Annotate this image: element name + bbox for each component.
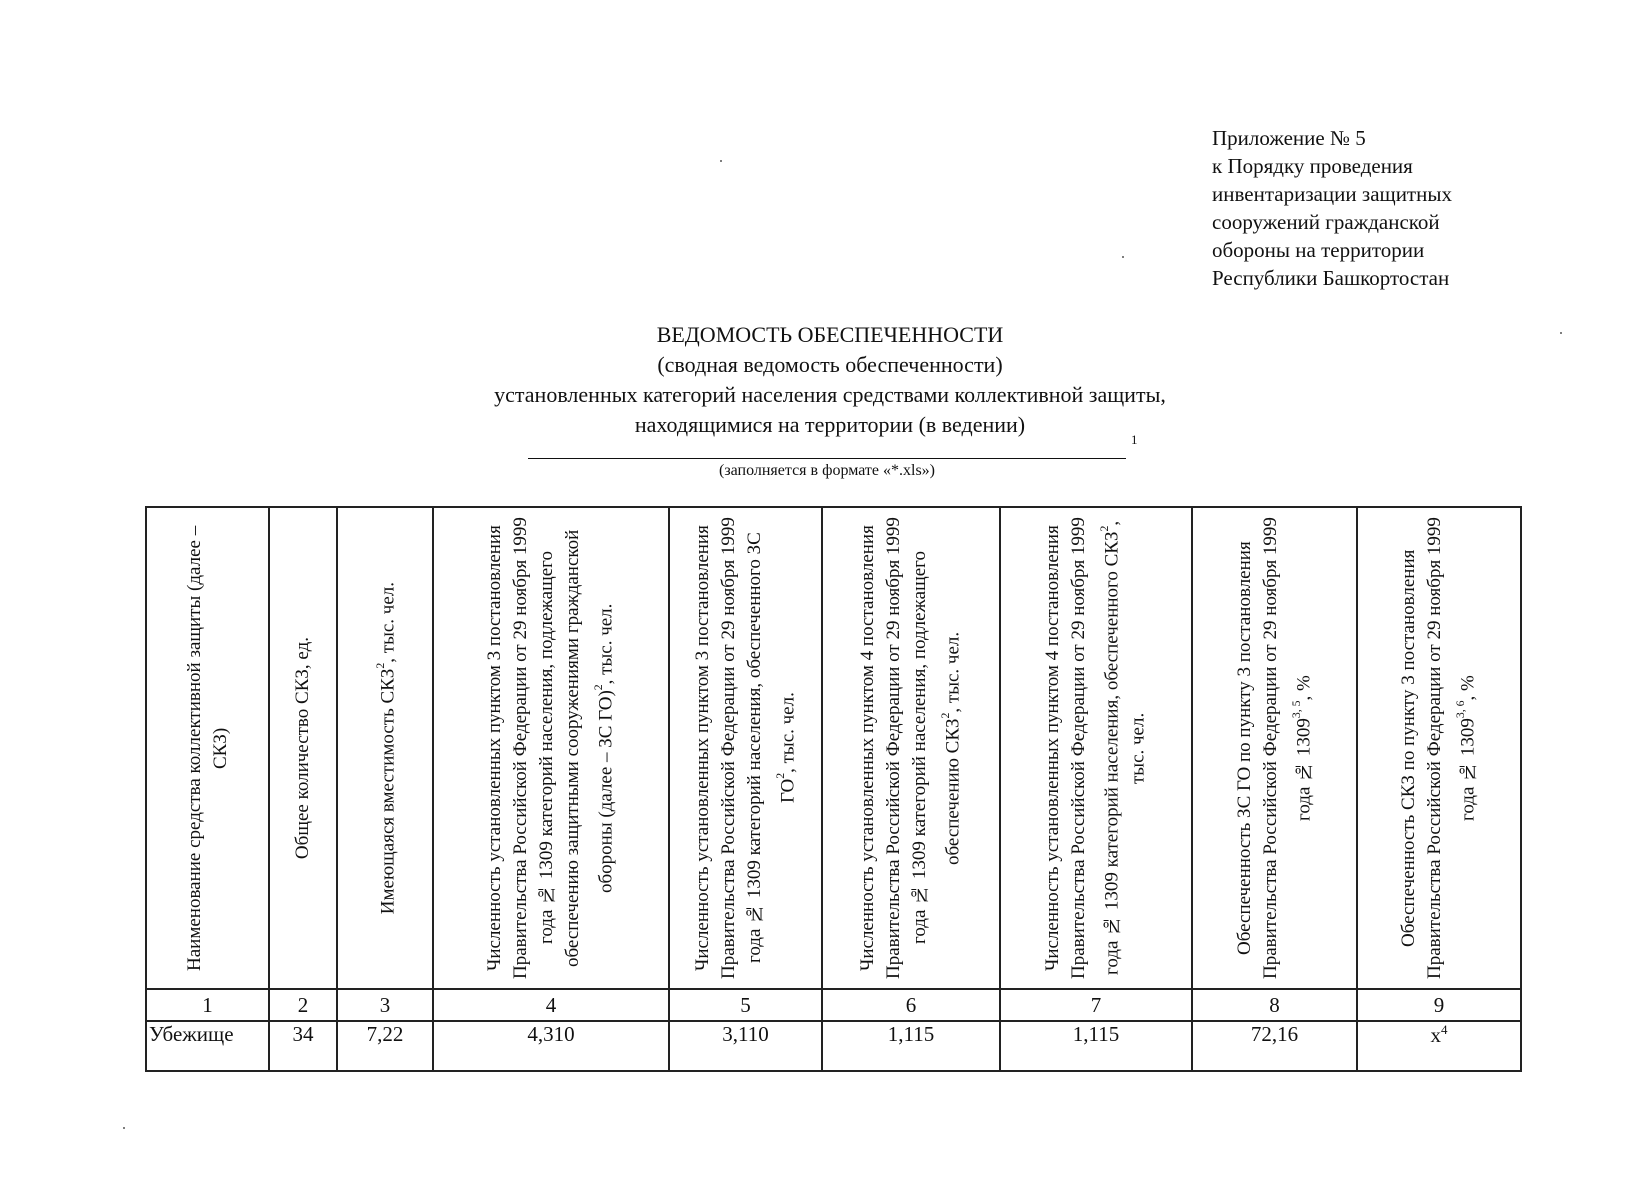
data-cell: 4,310 [433,1021,669,1071]
column-number: 3 [337,989,433,1021]
header-cell [1192,507,1357,989]
header-text: Численность установленных пунктом 4 постановления Правительства Российской Федерации от 29 ноября 1999 года № 1309 категорий населения, подлежащего обеспечению СКЗ [857,517,964,979]
header-text: Численность установленных пунктом 3 постановления Правительства Российской Федерации от 29 ноября 1999 года № 1309 категорий населения, обеспеченного ЗС ГО [691,517,799,979]
appendix-line: обороны на территории [1212,238,1425,262]
header-unit: , тыс. чел. [1101,520,1149,784]
column-number: 2 [269,989,337,1021]
header-text: Обеспеченность ЗС ГО по пункту 3 постановления Правительства Российской Федерации от 29 ноября 1999 года № 1309 [1233,517,1315,979]
column-number-row [146,989,1521,1021]
fill-format-note: (заполняется в формате «*.xls») [718,462,936,479]
column-number: 5 [669,989,822,1021]
footnote-marker: 2 [592,684,606,690]
header-text: Наименование средства коллективной защиты (далее – СКЗ) [183,525,231,971]
appendix-line: сооружений гражданской [1212,210,1440,234]
scan-speck [1122,256,1124,258]
header-text: Обеспеченность СКЗ по пункту 3 постановления Правительства Российской Федерации от 29 ноября 1999 года № 1309 [1398,517,1479,979]
column-number: 9 [1357,989,1521,1021]
footnote-marker: 2 [1098,525,1112,532]
data-cell: 72,16 [1192,1021,1357,1071]
header-cell [146,507,269,989]
data-cell: 3,110 [669,1021,822,1071]
title-line-3: установленных категорий населения средствами коллективной защиты, [494,382,1166,407]
data-cell: 1,115 [1000,1021,1192,1071]
header-text: Численность установленных пунктом 3 постановления Правительства Российской Федерации от 29 ноября 1999 года № 1309 категорий населения, подлежащего обеспечению защитными сооружениями гражданской обороны (далее – ЗС ГО) [484,517,617,979]
scan-speck [720,160,722,162]
column-number: 6 [822,989,1000,1021]
header-unit: , тыс. чел. [777,692,799,774]
header-text: Численность установленных пунктом 4 постановления Правительства Российской Федерации от 29 ноября 1999 года № 1309 категорий населения, обеспеченного СКЗ [1042,517,1123,979]
shelter-name-cell: Убежище [146,1021,269,1071]
footnote-marker: 2 [939,712,953,719]
scan-speck [123,1127,125,1129]
column-number: 1 [146,989,269,1021]
header-cell [822,507,1000,989]
footnote-marker: 4 [1440,1022,1448,1037]
header-cell [433,507,669,989]
title-line-2: (сводная ведомость обеспеченности) [657,352,1003,377]
header-cell [1000,507,1192,989]
document-title [420,320,1240,440]
header-cell [269,507,337,989]
footnote-marker: 2 [374,662,388,669]
header-unit: , тыс. чел. [942,631,964,713]
fill-in-blank-line [528,458,1126,459]
appendix-line: Республики Башкортостан [1212,266,1450,290]
header-cell [669,507,822,989]
header-unit: , тыс. чел. [377,581,399,663]
footnote-marker: 1 [1131,432,1138,447]
column-number: 8 [1192,989,1357,1021]
appendix-header [1212,124,1452,292]
scan-speck [1560,332,1562,334]
data-cell: 7,22 [337,1021,433,1071]
appendix-line: Приложение № 5 [1212,126,1366,150]
header-text: Общее количество СКЗ, ед. [292,636,313,860]
header-cell [337,507,433,989]
footnote-marker: 2 [773,773,787,780]
header-unit: , % [1293,675,1315,701]
header-unit: , тыс. чел. [595,603,617,685]
data-cell: 34 [269,1021,337,1071]
title-line-4: находящимися на территории (в ведении) [634,412,1026,437]
footnote-marker: 3, 5 [1289,700,1303,719]
appendix-line: к Порядку проведения [1212,154,1413,178]
table-row [146,1021,1521,1071]
data-value: х [1430,1023,1441,1047]
data-cell: 1,115 [822,1021,1000,1071]
header-unit: , % [1457,675,1479,701]
header-cell [1357,507,1521,989]
header-text: Имеющаяся вместимость СКЗ [377,668,399,915]
provision-table [145,506,1522,1072]
title-line-1: ВЕДОМОСТЬ ОБЕСПЕЧЕННОСТИ [656,322,1004,347]
header-row [146,507,1521,989]
column-number: 7 [1000,989,1192,1021]
footnote-marker: 3, 6 [1454,700,1468,719]
data-cell [1357,1021,1521,1071]
appendix-line: инвентаризации защитных [1212,182,1452,206]
column-number: 4 [433,989,669,1021]
